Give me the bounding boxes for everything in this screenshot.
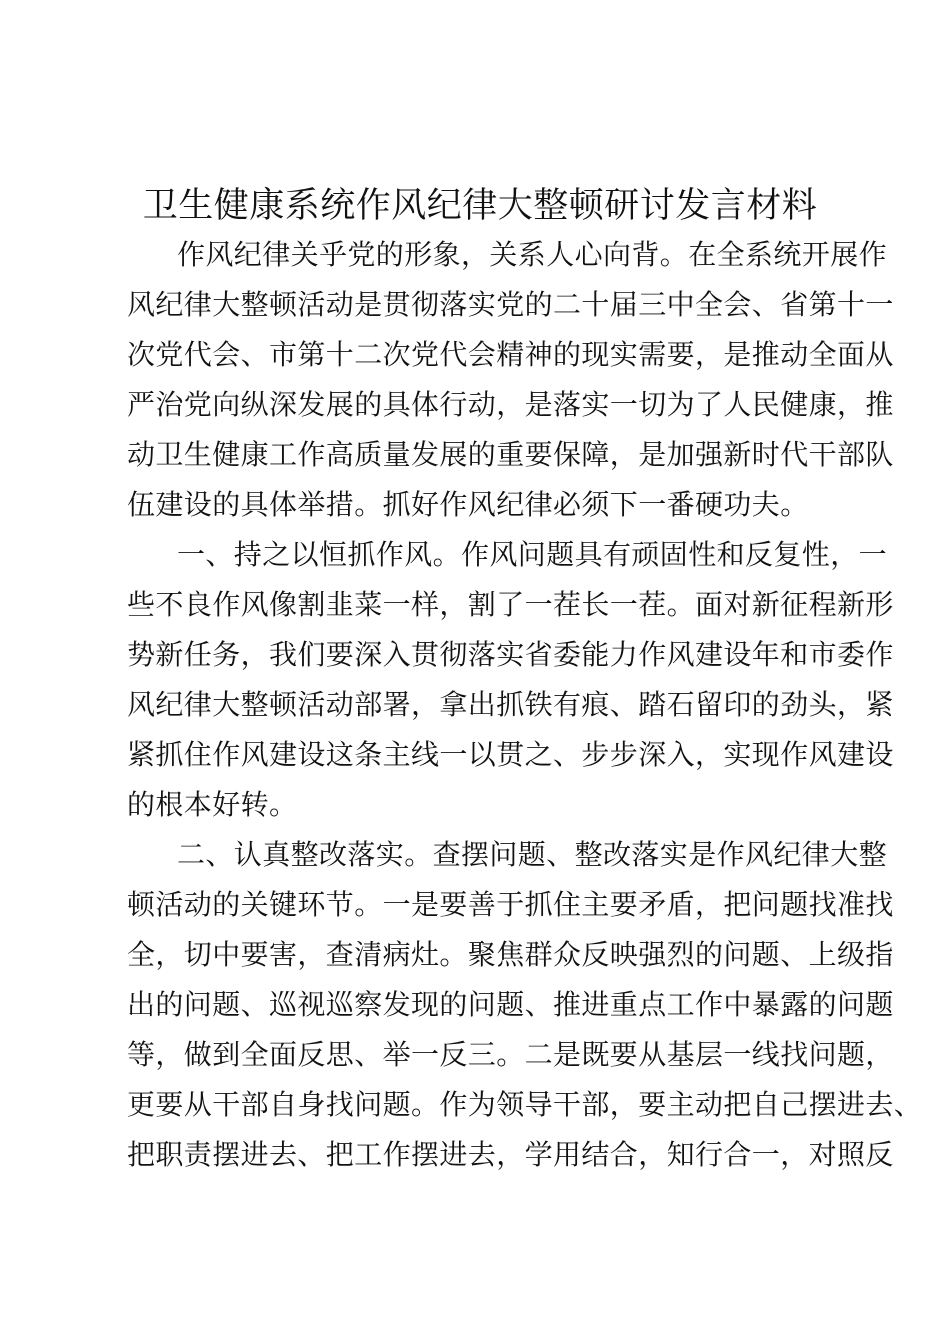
paragraph-line: 风纪律大整顿活动部署，拿出抓铁有痕、踏石留印的劲头，紧 xyxy=(127,688,894,721)
paragraph-line: 作风纪律关乎党的形象，关系人心向背。在全系统开展作 xyxy=(177,238,888,271)
paragraph-line: 严治党向纵深发展的具体行动，是落实一切为了人民健康，推 xyxy=(127,388,894,421)
paragraph-line: 等，做到全面反思、举一反三。二是既要从基层一线找问题， xyxy=(127,1038,894,1071)
paragraph-line: 伍建设的具体举措。抓好作风纪律必须下一番硬功夫。 xyxy=(127,488,809,521)
paragraph-line: 的根本好转。 xyxy=(127,788,298,821)
paragraph-line: 更要从干部自身找问题。作为领导干部，要主动把自己摆进去、 xyxy=(127,1088,923,1121)
paragraph-line: 顿活动的关键环节。一是要善于抓住主要矛盾，把问题找准找 xyxy=(127,888,894,921)
paragraph-line: 动卫生健康工作高质量发展的重要保障，是加强新时代干部队 xyxy=(127,438,894,471)
paragraph-line: 二、认真整改落实。查摆问题、整改落实是作风纪律大整 xyxy=(177,838,888,871)
paragraph-line: 一、持之以恒抓作风。作风问题具有顽固性和反复性，一 xyxy=(177,538,888,571)
paragraph-line: 全，切中要害，查清病灶。聚焦群众反映强烈的问题、上级指 xyxy=(127,938,894,971)
paragraph-line: 把职责摆进去、把工作摆进去，学用结合，知行合一，对照反 xyxy=(127,1138,894,1171)
paragraph-line: 风纪律大整顿活动是贯彻落实党的二十届三中全会、省第十一 xyxy=(127,288,894,321)
paragraph-line: 些不良作风像割韭菜一样，割了一茬长一茬。面对新征程新形 xyxy=(127,588,894,621)
paragraph-line: 次党代会、市第十二次党代会精神的现实需要，是推动全面从 xyxy=(127,338,894,371)
document-title: 卫生健康系统作风纪律大整顿研讨发言材料 xyxy=(142,186,818,226)
paragraph-line: 出的问题、巡视巡察发现的问题、推进重点工作中暴露的问题 xyxy=(127,988,894,1021)
paragraph-line: 势新任务，我们要深入贯彻落实省委能力作风建设年和市委作 xyxy=(127,638,894,671)
document-body xyxy=(127,230,923,1180)
paragraph-line: 紧抓住作风建设这条主线一以贯之、步步深入，实现作风建设 xyxy=(127,738,894,771)
